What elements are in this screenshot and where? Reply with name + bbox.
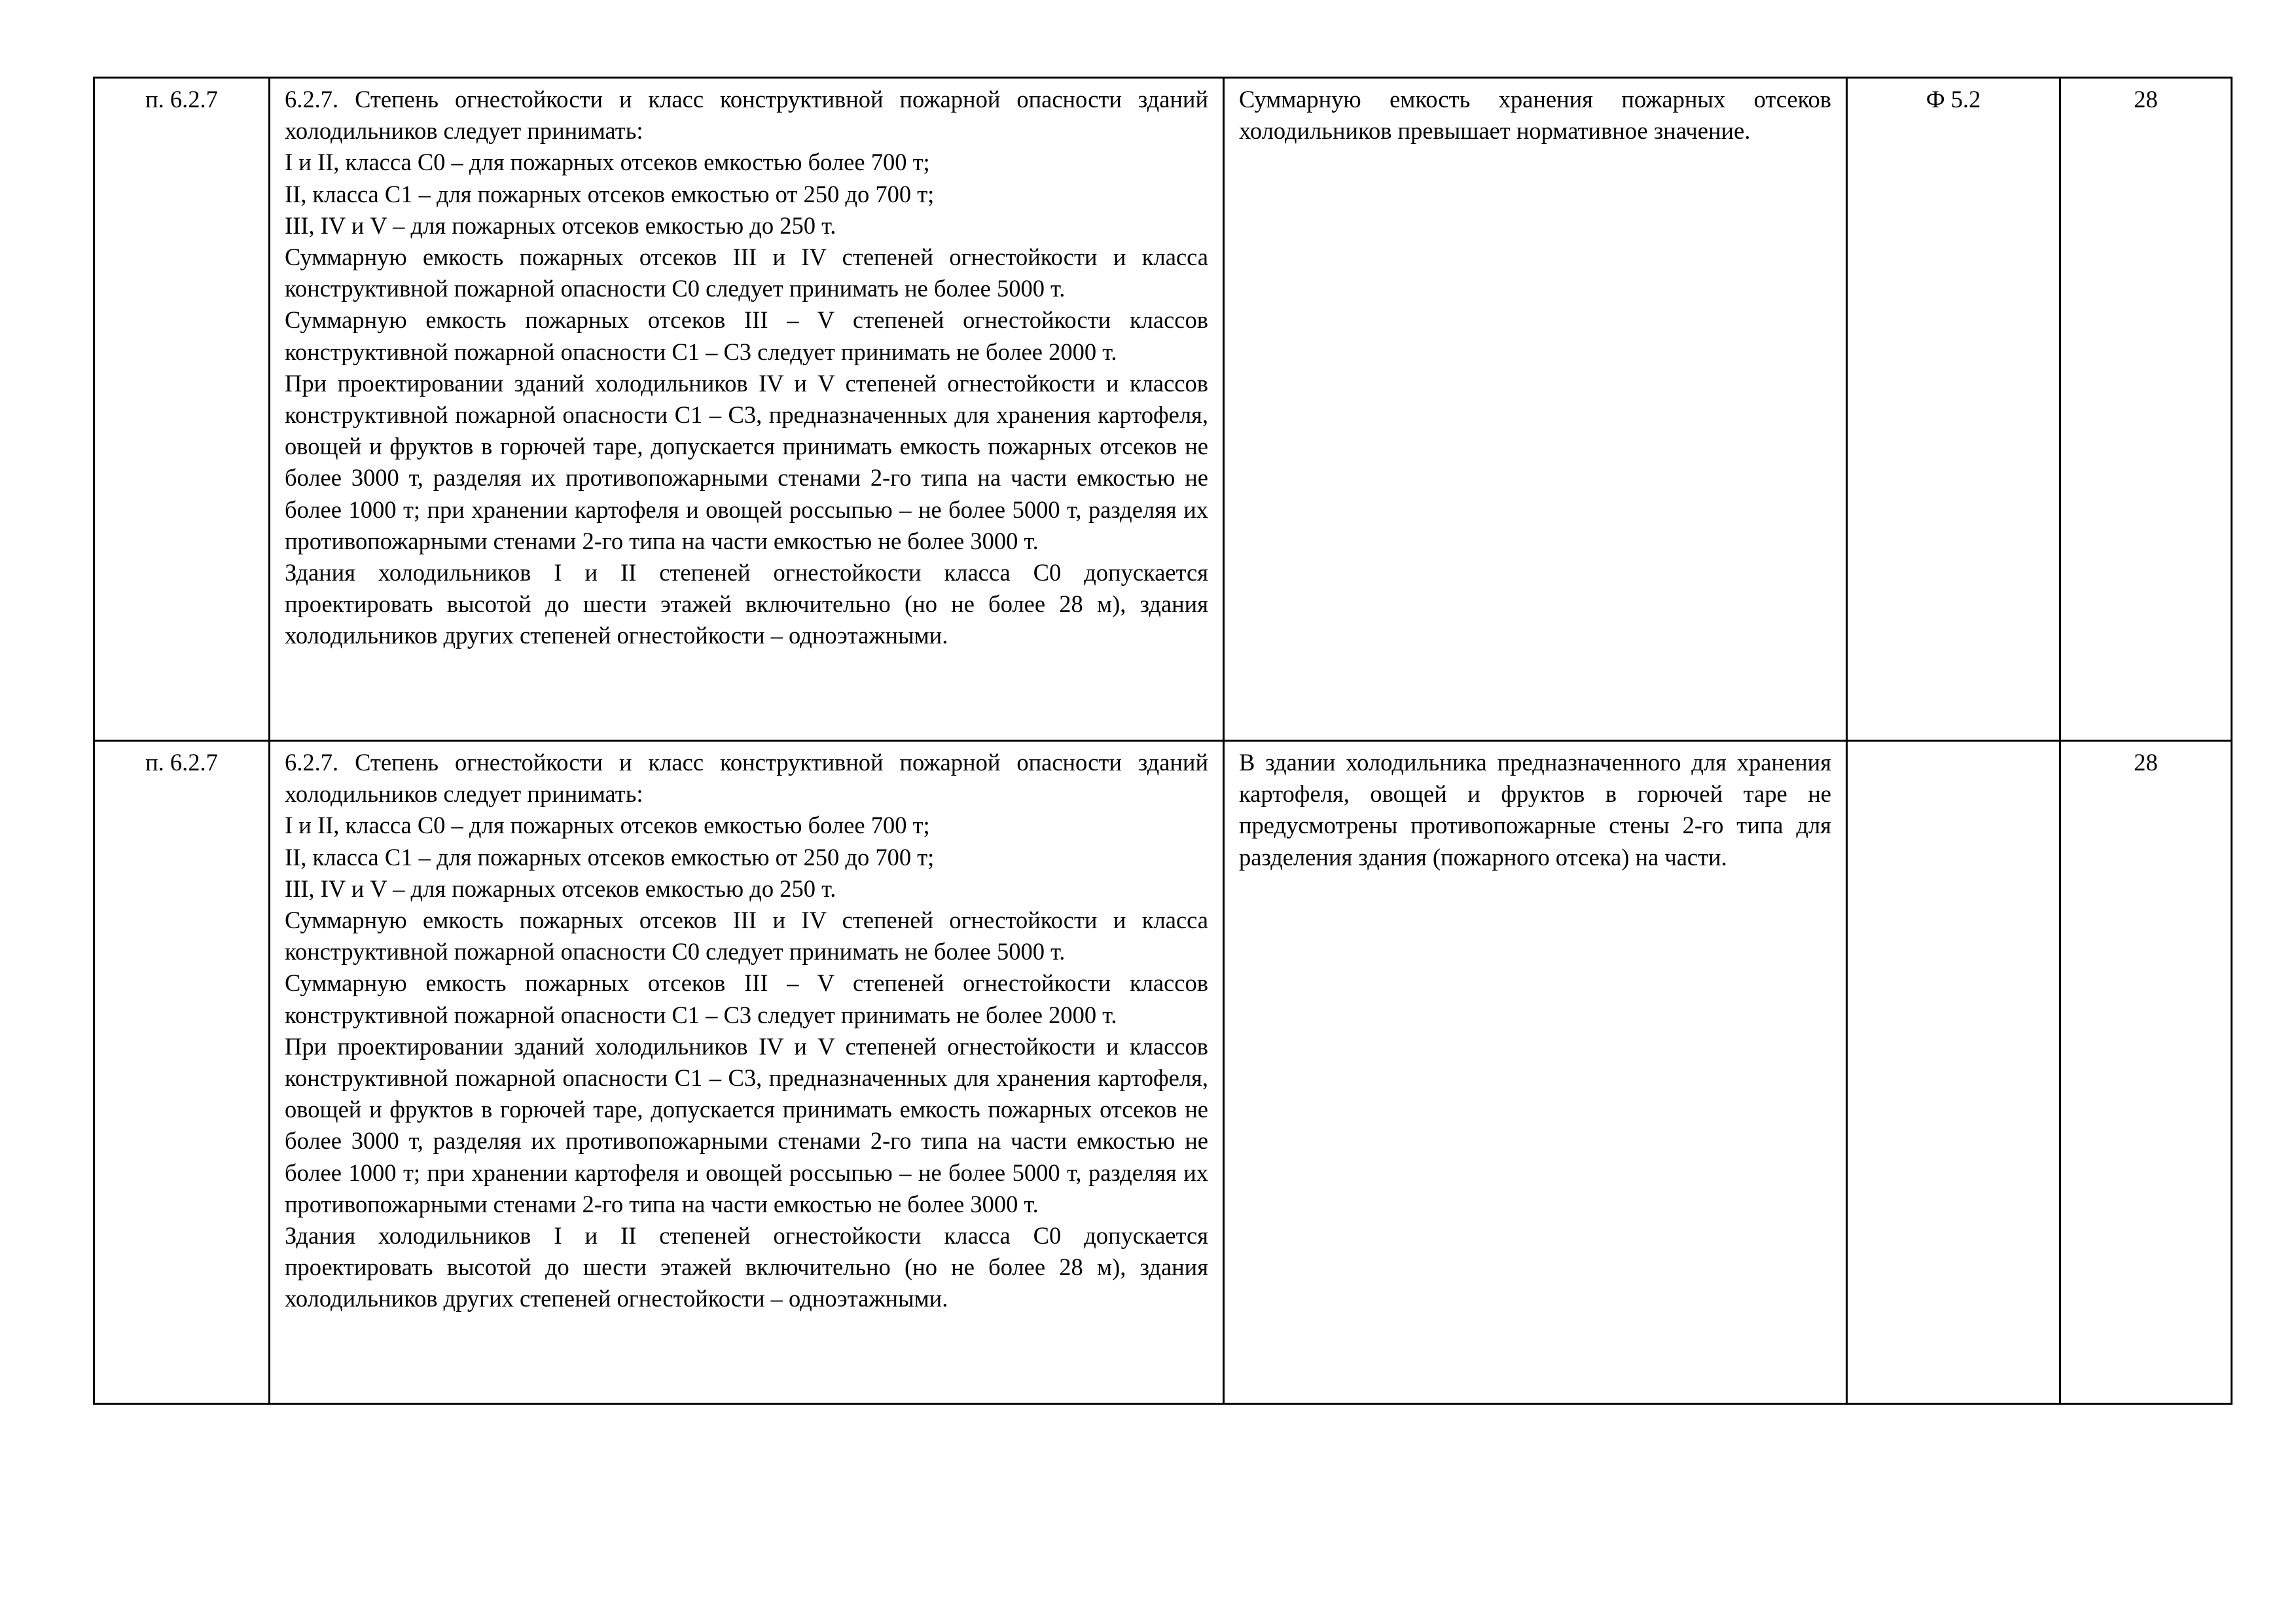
requirement-paragraph: При проектировании зданий холодильников IV и V степеней огнестойкости и классов конструктивной пожарной опасности С1 – С3, предназначенных для хранения картофеля, овощей и фруктов в горючей таре, допускается принимать емкость пожарных отсеков не более 3000 т, разделяя их противопожарными стенами 2-го типа на части емкостью не более 1000 т; при хранении картофеля и овощей россыпью – не более 5000 т, разделяя их противопожарными стенами 2-го типа на части емкостью не более 3000 т.	[285, 369, 1208, 554]
violation-description-cell	[1224, 78, 1847, 741]
requirement-text-cell	[270, 741, 1224, 1404]
page-number-cell: 28	[2060, 741, 2232, 1404]
clause-reference-cell: п. 6.2.7	[94, 78, 270, 741]
violation-text: Суммарную емкость хранения пожарных отсеков холодильников превышает нормативное значение.	[1239, 86, 1831, 145]
clause-reference-cell: п. 6.2.7	[94, 741, 270, 1404]
requirement-paragraph: 6.2.7. Степень огнестойкости и класс конструктивной пожарной опасности зданий холодильников следует принимать:	[285, 749, 1208, 808]
page-number-cell: 28	[2060, 78, 2232, 741]
requirement-paragraph: При проектировании зданий холодильников IV и V степеней огнестойкости и классов конструктивной пожарной опасности С1 – С3, предназначенных для хранения картофеля, овощей и фруктов в горючей таре, допускается принимать емкость пожарных отсеков не более 3000 т, разделяя их противопожарными стенами 2-го типа на части емкостью не более 1000 т; при хранении картофеля и овощей россыпью – не более 5000 т, разделяя их противопожарными стенами 2-го типа на части емкостью не более 3000 т.	[285, 1032, 1208, 1218]
requirement-paragraph: III, IV и V – для пожарных отсеков емкостью до 250 т.	[285, 211, 836, 239]
document-code-cell: Ф 5.2	[1847, 78, 2060, 741]
requirement-paragraph: Суммарную емкость пожарных отсеков III – V степеней огнестойкости классов конструктивной пожарной опасности С1 – С3 следует принимать не более 2000 т.	[285, 969, 1208, 1028]
requirement-paragraph: I и II, класса С0 – для пожарных отсеков емкостью более 700 т;	[285, 149, 930, 176]
requirement-paragraph: II, класса С1 – для пожарных отсеков емкостью от 250 до 700 т;	[285, 843, 935, 871]
requirement-paragraph: 6.2.7. Степень огнестойкости и класс конструктивной пожарной опасности зданий холодильников следует принимать:	[285, 86, 1208, 145]
requirement-paragraph: I и II, класса С0 – для пожарных отсеков емкостью более 700 т;	[285, 812, 930, 839]
table-row	[94, 741, 2232, 1404]
requirement-paragraph: Суммарную емкость пожарных отсеков III – V степеней огнестойкости классов конструктивной пожарной опасности С1 – С3 следует принимать не более 2000 т.	[285, 306, 1208, 365]
requirements-table	[93, 77, 2233, 1405]
document-code-cell	[1847, 741, 2060, 1404]
requirement-paragraph: Суммарную емкость пожарных отсеков III и IV степеней огнестойкости и класса конструктивной пожарной опасности С0 следует принимать не более 5000 т.	[285, 907, 1208, 965]
requirement-paragraph: Здания холодильников I и II степеней огнестойкости класса С0 допускается проектировать высотой до шести этажей включительно (но не более 28 м), здания холодильников других степеней огнестойкости – одноэтажными.	[285, 1222, 1208, 1312]
requirement-paragraph: III, IV и V – для пожарных отсеков емкостью до 250 т.	[285, 875, 836, 902]
violation-text: В здании холодильника предназначенного для хранения картофеля, овощей и фруктов в горючей таре не предусмотрены противопожарные стены 2-го типа для разделения здания (пожарного отсека) на части.	[1239, 749, 1831, 871]
violation-description-cell	[1224, 741, 1847, 1404]
table-row	[94, 78, 2232, 741]
requirement-paragraph: Здания холодильников I и II степеней огнестойкости класса С0 допускается проектировать высотой до шести этажей включительно (но не более 28 м), здания холодильников других степеней огнестойкости – одноэтажными.	[285, 559, 1208, 649]
requirement-text-cell	[270, 78, 1224, 741]
requirement-paragraph: II, класса С1 – для пожарных отсеков емкостью от 250 до 700 т;	[285, 180, 935, 208]
requirement-paragraph: Суммарную емкость пожарных отсеков III и IV степеней огнестойкости и класса конструктивной пожарной опасности С0 следует принимать не более 5000 т.	[285, 244, 1208, 302]
